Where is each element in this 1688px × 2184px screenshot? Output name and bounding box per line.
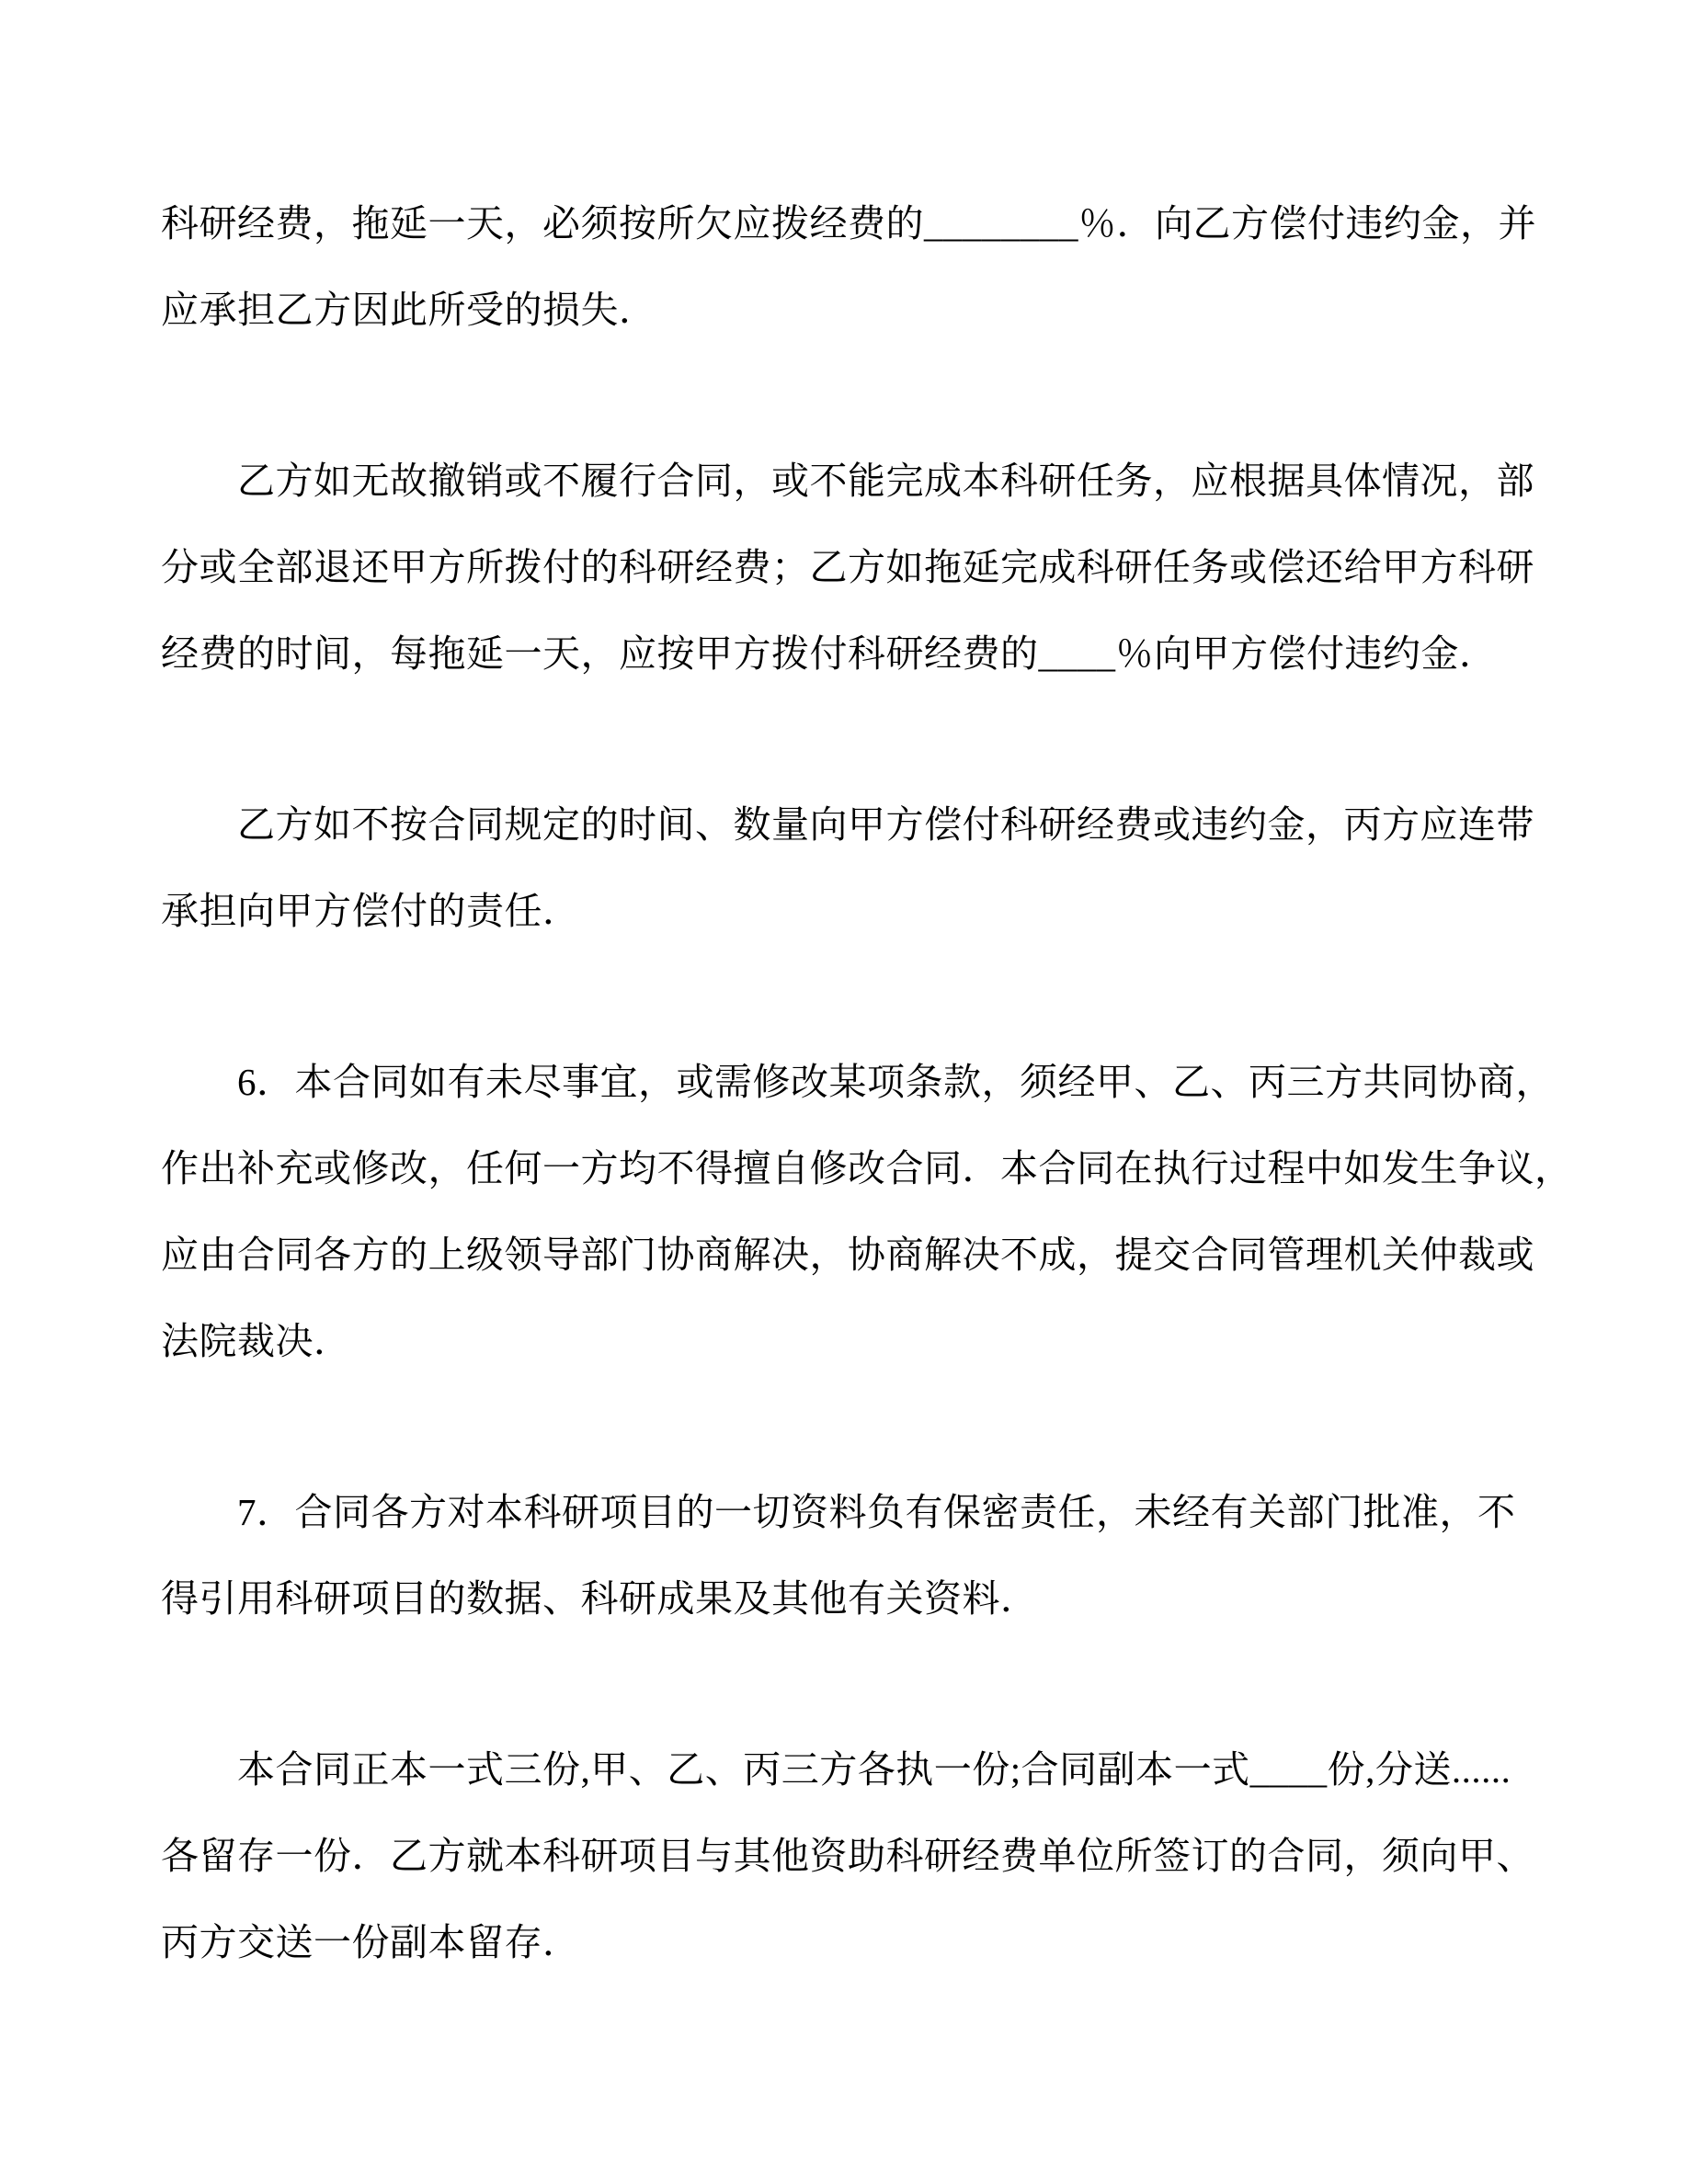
paragraph bbox=[161, 1469, 1540, 1642]
paragraph bbox=[161, 1726, 1540, 1985]
paragraph bbox=[161, 781, 1540, 954]
text-line: 各留存一份．乙方就本科研项目与其他资助科研经费单位所签订的合同，须向甲、 bbox=[161, 1835, 1534, 1877]
text-line: 丙方交送一份副本留存． bbox=[161, 1921, 581, 1963]
text-line: 作出补充或修改，任何一方均不得擅自修改合同．本合同在执行过程中如发生争议， bbox=[161, 1147, 1573, 1189]
text-line: 经费的时间，每拖延一天，应按甲方拨付科研经费的____％向甲方偿付违约金． bbox=[161, 632, 1498, 675]
text-line: 乙方如无故撤销或不履行合同，或不能完成本科研任务，应根据具体情况，部 bbox=[161, 460, 1534, 502]
paragraph bbox=[161, 180, 1540, 353]
text-line: 本合同正本一式三份,甲、乙、丙三方各执一份;合同副本一式____份,分送...... bbox=[161, 1748, 1511, 1791]
text-line: 乙方如不按合同规定的时间、数量向甲方偿付科研经费或违约金，丙方应连带 bbox=[161, 803, 1534, 846]
text-line: 分或全部退还甲方所拨付的科研经费；乙方如拖延完成科研任务或偿还给甲方科研 bbox=[161, 546, 1534, 588]
text-line: 得引用科研项目的数据、科研成果及其他有关资料． bbox=[161, 1577, 1039, 1620]
text-line: 7．合同各方对本科研项目的一切资料负有保密责任，未经有关部门批准，不 bbox=[161, 1491, 1516, 1533]
text-line: 应承担乙方因此所受的损失． bbox=[161, 289, 657, 331]
text-line: 承担向甲方偿付的责任． bbox=[161, 890, 581, 932]
document-body bbox=[161, 180, 1573, 1985]
text-line: 法院裁决． bbox=[161, 1320, 352, 1362]
text-line: 6．本合同如有未尽事宜，或需修改某项条款，须经甲、乙、丙三方共同协商， bbox=[161, 1061, 1554, 1103]
text-line: 应由合同各方的上级领导部门协商解决，协商解决不成，提交合同管理机关仲裁或 bbox=[161, 1234, 1534, 1276]
paragraph bbox=[161, 1039, 1573, 1384]
paragraph bbox=[161, 438, 1540, 697]
text-line: 科研经费，拖延一天，必须按所欠应拨经费的________％．向乙方偿付违约金，并 bbox=[161, 202, 1536, 245]
